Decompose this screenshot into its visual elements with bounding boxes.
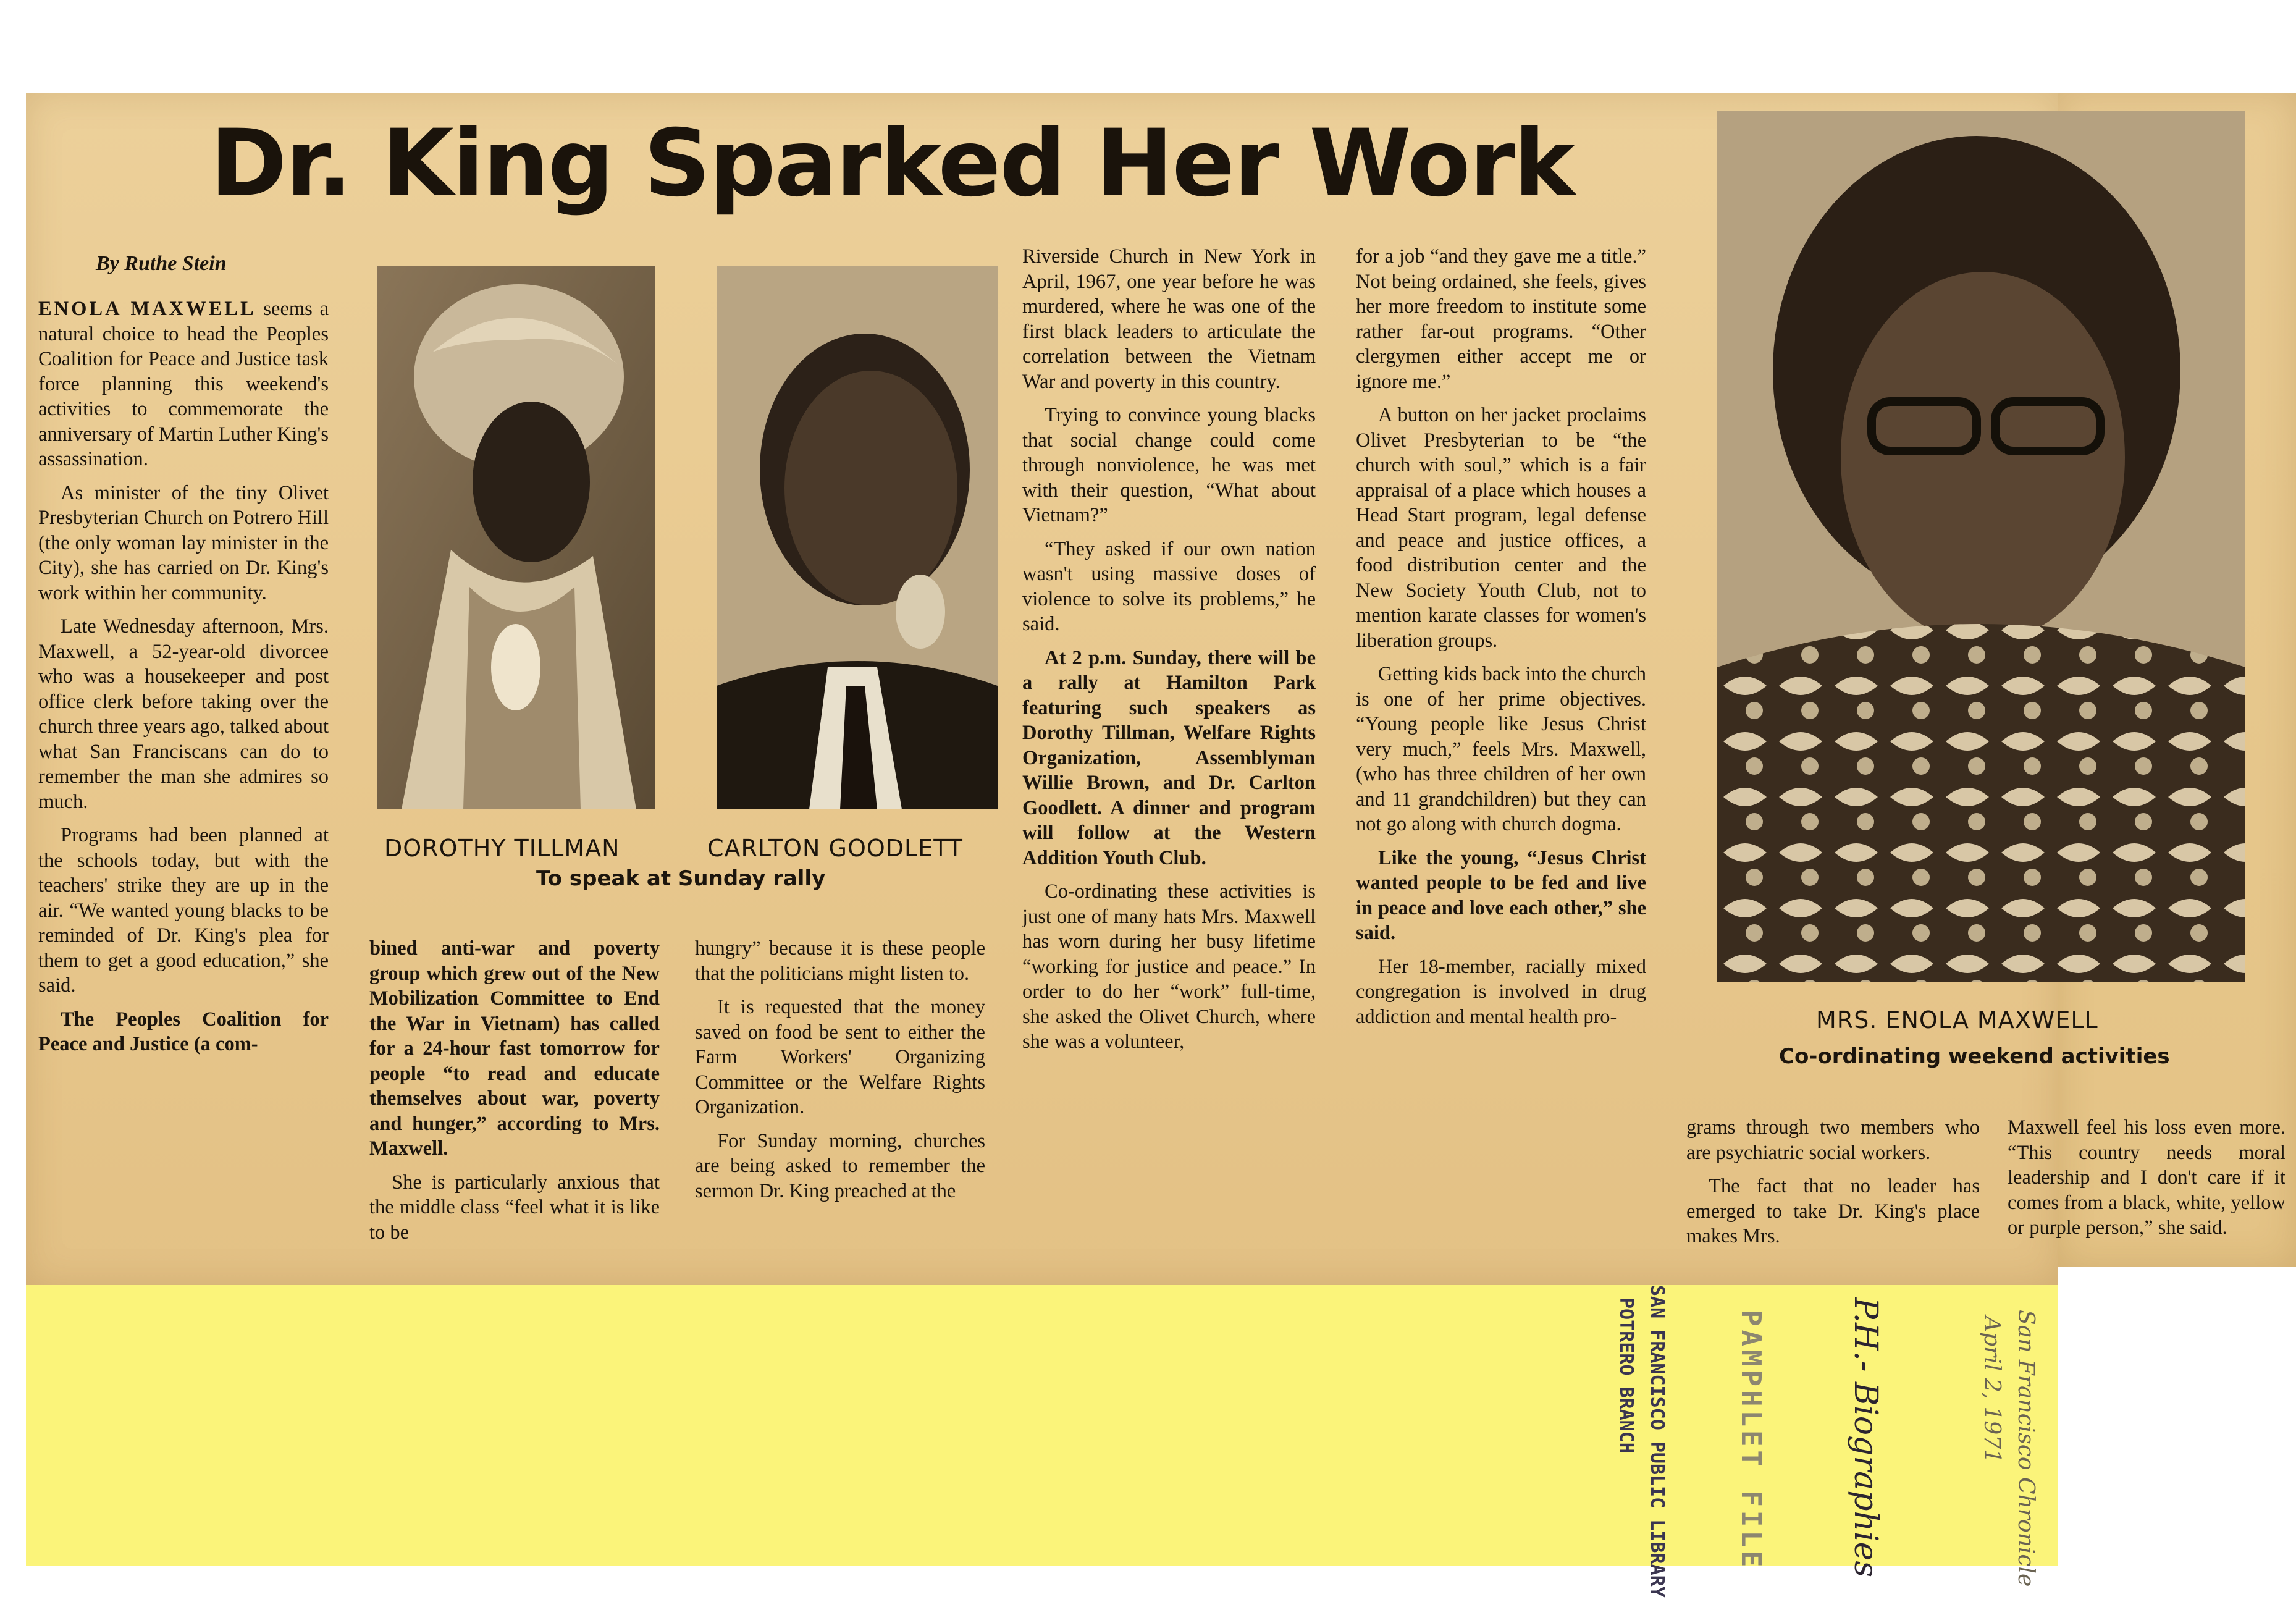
paragraph: Her 18-member, racially mixed congregation is involved in drug addiction and mental health pro- — [1356, 955, 1646, 1028]
article-column-2 — [369, 936, 660, 1282]
paragraph: Late Wednesday afternoon, Mrs. Maxwell, a 52-year-old divorcee who was a housekeeper and post office clerk before taking over the church three years ago, talked about what San Franciscans can do to remember the man she admires so much. — [38, 615, 329, 813]
paragraph: “They asked if our own nation wasn't using massive doses of violence to solve its problems,” he said. — [1022, 537, 1316, 635]
paragraph: The Peoples Coalition for Peace and Justice (a com- — [38, 1008, 329, 1055]
paragraph: As minister of the tiny Olivet Presbyterian Church on Potrero Hill (the only woman lay minister in the City), she has carried on Dr. King's work within her community. — [38, 481, 329, 604]
paragraph-text: seems a natural choice to head the Peoples Coalition for Peace and Justice task force planning this weekend's activities to commemorate the anniversary of Martin Luther King's assassination. — [38, 298, 329, 470]
caption-rally: To speak at Sunday rally — [536, 866, 826, 891]
article-column-7 — [2008, 1115, 2285, 1282]
article-column-6 — [1686, 1115, 1980, 1282]
paragraph: It is requested that the money saved on food be sent to either the Farm Workers' Organizing Committee or the Welfare Rights Organization. — [695, 996, 985, 1118]
pamphlet-file-stamp: PAMPHLET FILE — [1735, 1310, 1767, 1571]
caption-maxwell-sub: Co-ordinating weekend activities — [1779, 1044, 2170, 1069]
paragraph — [38, 297, 329, 472]
paragraph: Riverside Church in New York in April, 1967, one year before he was murdered, where he was one of the first black leaders to articulate the correlation between the Vietnam War and poverty in this country. — [1022, 245, 1316, 393]
photo-carlton-goodlett — [717, 266, 998, 809]
paragraph: grams through two members who are psychiatric social workers. — [1686, 1116, 1980, 1164]
library-stamp-line2: POTRERO BRANCH — [1615, 1297, 1637, 1454]
paragraph: for a job “and they gave me a title.” Not being ordained, she feels, gives her more freedom to institute some rather far-out programs. “Other clergymen either accept me or ignore me.” — [1356, 245, 1646, 393]
paragraph: Programs had been planned at the schools today, but with the teachers' strike they are up in the air. “We wanted young blacks to be reminded of Dr. King's plea for them to get a good education,” she said. — [38, 824, 329, 997]
paragraph: Like the young, “Jesus Christ wanted people to be fed and live in peace and love each other,” she said. — [1356, 846, 1646, 944]
paragraph: bined anti-war and poverty group which grew out of the New Mobilization Committee to End the War in Vietnam) has called for a 24-hour fast tomorrow for people “to read and educate themselves about war, poverty and hunger,” according to Mrs. Maxwell. — [369, 937, 660, 1160]
article-column-4 — [1022, 244, 1316, 1282]
handwritten-date: April 2, 1971 — [1979, 1316, 2004, 1464]
caption-goodlett: CARLTON GOODLETT — [707, 835, 963, 862]
handwritten-source: San Francisco Chronicle — [2013, 1310, 2038, 1587]
handwritten-category: P.H.- Biographies — [1847, 1297, 1884, 1578]
article-column-5 — [1356, 244, 1646, 1282]
paragraph: hungry” because it is these people that the politicians might listen to. — [695, 937, 985, 985]
article-column-1 — [38, 297, 329, 1285]
byline: By Ruthe Stein — [96, 252, 227, 275]
paragraph: The fact that no leader has emerged to take Dr. King's place makes Mrs. — [1686, 1175, 1980, 1247]
headline: Dr. King Sparked Her Work — [210, 110, 1575, 217]
library-stamp-line1: SAN FRANCISCO PUBLIC LIBRARY — [1646, 1285, 1668, 1598]
article-column-3 — [695, 936, 985, 1282]
paragraph: Trying to convince young blacks that social change could come through nonviolence, he was met with their question, “What about Vietnam?” — [1022, 404, 1316, 526]
photo-enola-maxwell — [1717, 111, 2245, 982]
paragraph: For Sunday morning, churches are being asked to remember the sermon Dr. King preached at the — [695, 1129, 985, 1202]
paragraph: Getting kids back into the church is one of her prime objectives. “Young people like Jesus Christ very much,” feels Mrs. Maxwell, (who has three children of her own and 11 grandchildren) but they can not go along with church dogma. — [1356, 663, 1646, 835]
caption-tillman: DOROTHY TILLMAN — [384, 835, 620, 862]
paragraph: A button on her jacket proclaims Olivet Presbyterian to be “the church with soul,” which is a fair appraisal of a place which houses a Head Start program, legal defense and peace and justice offices, a food distribution center and the New Society Youth Club, not to mention karate classes for women's liberation groups. — [1356, 404, 1646, 652]
paragraph: Maxwell feel his loss even more. “This country needs moral leadership and I don't care if it comes from a black, white, yellow or purple person,” she said. — [2008, 1116, 2285, 1239]
caption-maxwell: MRS. ENOLA MAXWELL — [1816, 1006, 2098, 1034]
paragraph: She is particularly anxious that the middle class “feel what it is like to be — [369, 1171, 660, 1244]
photo-dorothy-tillman — [377, 266, 655, 809]
paragraph: Co-ordinating these activities is just one of many hats Mrs. Maxwell has worn during her busy lifetime “working for justice and peace.” In order to do her “work” full-time, she asked the Olivet Church, where she was a volunteer, — [1022, 880, 1316, 1053]
paragraph: At 2 p.m. Sunday, there will be a rally at Hamilton Park featuring such speakers as Dorothy Tillman, Welfare Rights Organization, Assemblyman Willie Brown, and Dr. Carlton Goodlett. A dinner and program will follow at the Western Addition Youth Club. — [1022, 646, 1316, 869]
lead-in: ENOLA MAXWELL — [38, 298, 256, 320]
